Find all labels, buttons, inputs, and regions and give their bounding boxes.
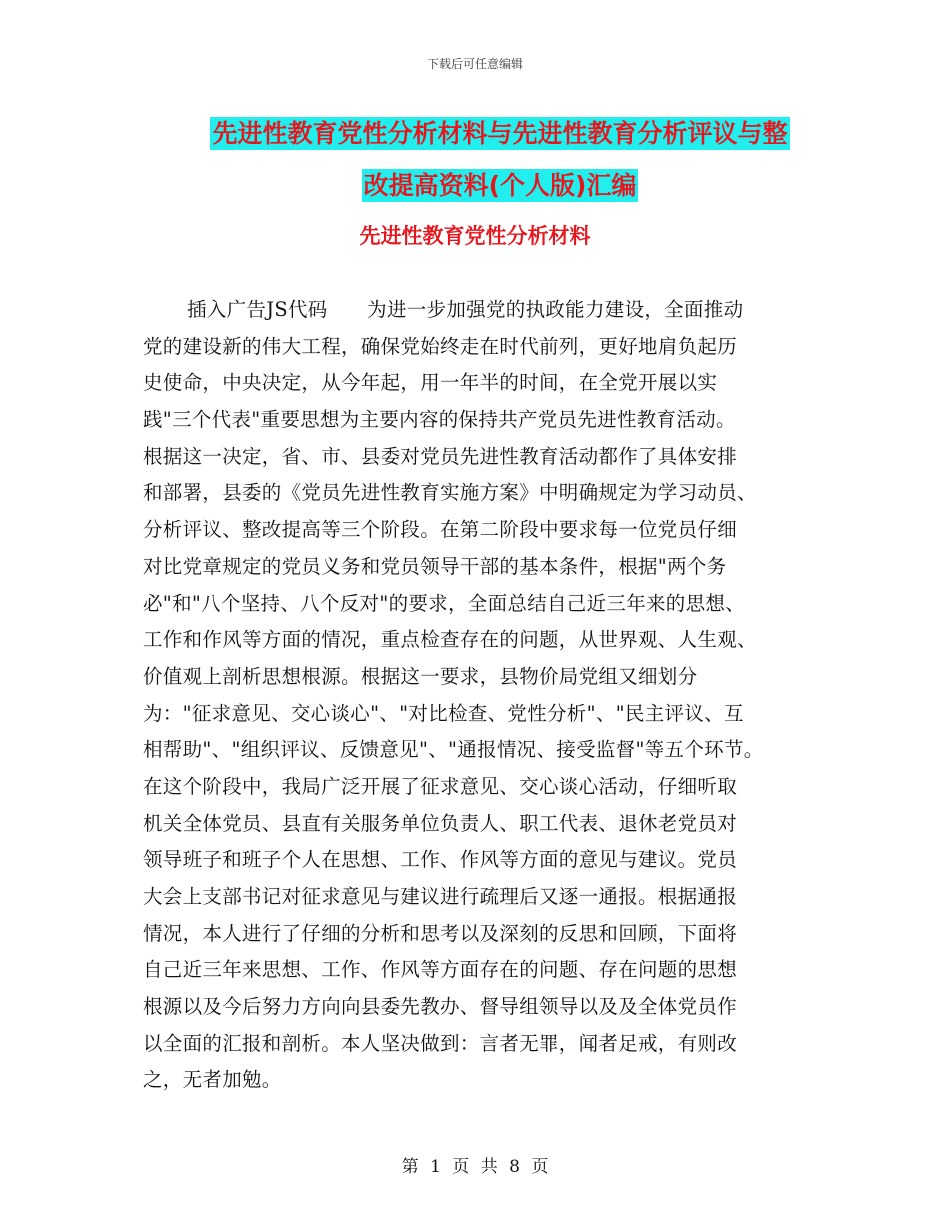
body-line: 和部署，县委的《党员先进性教育实施方案》中明确规定为学习动员、	[143, 481, 757, 505]
body-line: 对比党章规定的党员义务和党员领导干部的基本条件，根据"两个务	[143, 554, 727, 578]
body-line: 必"和"八个坚持、八个反对"的要求，全面总结自己近三年来的思想、	[143, 591, 746, 615]
body-line: 插入广告JS代码 为进一步加强党的执政能力建设，全面推动	[187, 298, 744, 321]
document-title	[130, 108, 870, 212]
body-line: 为："征求意见、交心谈心"、"对比检查、党性分析"、"民主评议、互	[143, 701, 744, 725]
body-line: 根源以及今后努力方向向县委先教办、督导组领导以及及全体党员作	[143, 995, 738, 1019]
body-line: 自己近三年来思想、工作、作风等方面存在的问题、存在问题的思想	[143, 958, 738, 982]
body-line: 党的建设新的伟大工程，确保党始终走在时代前列，更好地肩负起历	[143, 334, 738, 358]
section-title: 先进性教育党性分析材料	[359, 224, 591, 248]
body-line: 史使命，中央决定，从今年起，用一年半的时间，在全党开展以实	[143, 371, 718, 395]
body-line: 根据这一决定，省、市、县委对党员先进性教育活动都作了具体安排	[143, 444, 738, 468]
body-line: 工作和作风等方面的情况，重点检查存在的问题，从世界观、人生观、	[143, 628, 757, 652]
body-line: 相帮助"、"组织评议、反馈意见"、"通报情况、接受监督"等五个环节。	[143, 738, 764, 762]
body-line: 以全面的汇报和剖析。本人坚决做到：言者无罪，闻者足戒，有则改	[143, 1031, 738, 1055]
body-text	[143, 292, 823, 1099]
page-footer: 第 1 页 共 8 页	[401, 1157, 549, 1177]
body-line: 领导班子和班子个人在思想、工作、作风等方面的意见与建议。党员	[143, 848, 738, 872]
document-title-line-2: 改提高资料(个人版)汇编	[363, 171, 637, 200]
body-line: 机关全体党员、县直有关服务单位负责人、职工代表、退休老党员对	[143, 811, 738, 835]
body-line: 情况，本人进行了仔细的分析和思考以及深刻的反思和回顾，下面将	[143, 921, 738, 945]
header-note: 下载后可任意编辑	[426, 57, 523, 71]
body-line: 分析评议、整改提高等三个阶段。在第二阶段中要求每一位党员仔细	[143, 518, 738, 542]
document-title-line-1: 先进性教育党性分析材料与先进性教育分析评议与整	[212, 119, 788, 148]
body-line: 价值观上剖析思想根源。根据这一要求，县物价局党组又细划分	[143, 664, 698, 688]
body-line: 践"三个代表"重要思想为主要内容的保持共产党员先进性教育活动。	[143, 408, 736, 432]
body-line: 大会上支部书记对征求意见与建议进行疏理后又逐一通报。根据通报	[143, 885, 738, 908]
body-line: 之，无者加勉。	[143, 1068, 282, 1092]
body-line: 在这个阶段中，我局广泛开展了征求意见、交心谈心活动，仔细听取	[143, 774, 738, 798]
